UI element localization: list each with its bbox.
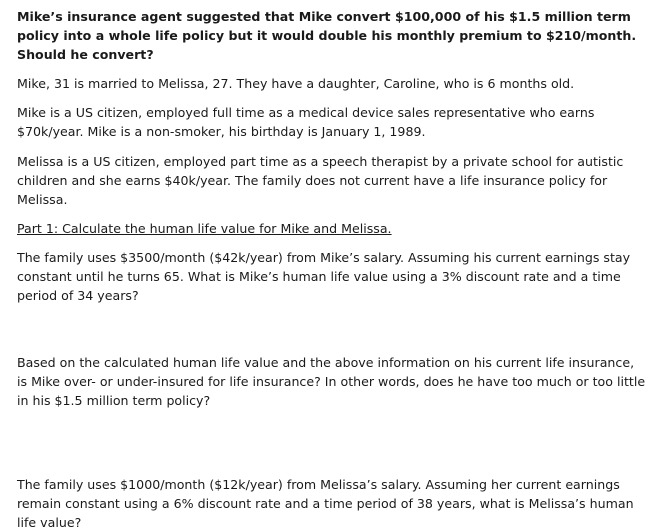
mike-info-paragraph: Mike is a US citizen, employed full time as a medical device sales representative who earns $70k/year. Mike is a non-smoker, his birthday is January 1, 1989. bbox=[17, 105, 595, 139]
document-title: Mike’s insurance agent suggested that Mike convert $100,000 of his $1.5 million term policy into a whole life policy but it would double his monthly premium to $210/month. Should he convert? bbox=[17, 9, 637, 62]
question-melissa-hlv: The family uses $1000/month ($12k/year) from Melissa’s salary. Assuming her current earnings remain constant using a 6% discount rate and a time period of 38 years, what is Melissa’s human life value? bbox=[17, 477, 634, 530]
melissa-info-paragraph: Melissa is a US citizen, employed part time as a speech therapist by a private school for autistic children and she earns $40k/year. The family does not current have a life insurance policy for Melissa. bbox=[17, 154, 624, 207]
question-insured: Based on the calculated human life value and the above information on his current life insurance, is Mike over- or under-insured for life insurance? In other words, does he have too much or too little in his $1.5 million term policy? bbox=[17, 355, 646, 408]
intro-paragraph: Mike, 31 is married to Melissa, 27. They have a daughter, Caroline, who is 6 months old. bbox=[17, 76, 575, 91]
question-mike-hlv: The family uses $3500/month ($42k/year) from Mike’s salary. Assuming his current earnings stay constant until he turns 65. What is Mike’s human life value using a 3% discount rate and a time period of 34 years? bbox=[17, 250, 631, 303]
document-body bbox=[17, 7, 647, 532]
part1-heading: Part 1: Calculate the human life value for Mike and Melissa. bbox=[17, 221, 392, 236]
